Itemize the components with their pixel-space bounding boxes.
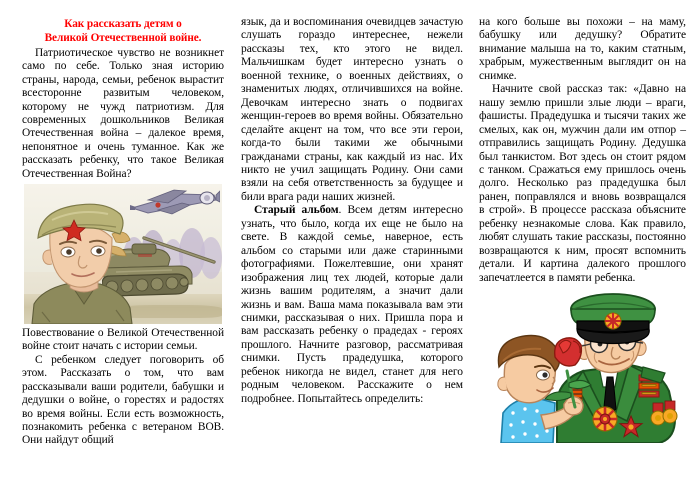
- page-title-line-1: Как рассказать детям о: [64, 18, 182, 30]
- paragraph: Начните свой рассказ так: «Давно на нашу землю пришли злые люди – враги, фашисты. Прадедушка и тысячи таких же смелых, как он, мужчин дали им отпор – отправились защищать Родину. Дедушка был танкистом. Вот здесь он стоит рядом с танком. Сражаться ему пришлось очень долго. Несколько раз прадедушка был ранен, поправлялся и вновь возвращался в строй». В процессе рассказа объясните ребенку незнакомые слова. Как правило, любят слушать такие рассказы, постоянно возвращаются к ним, просят вспомнить детали. И картина далекого прошлого запечатлеется в памяти ребенка.: [479, 83, 686, 284]
- boy-tank-plane-illustration: [24, 184, 222, 324]
- page-title: [22, 0, 224, 47]
- text-column-3: [479, 16, 686, 443]
- veteran-and-boy-drawing: [479, 291, 686, 443]
- page-title-line-2: Великой Отечественной войне.: [44, 31, 202, 44]
- text-column-1: [22, 0, 224, 448]
- section-body-text: . Всем детям интересно узнать, что было, когда их еще не было на свете. В каждой семье, наверное, есть альбом со старыми или даже старинными фотографиями. Пожелтевшие, они хранят изображения лиц тех людей, которые дали жизнь вашим родителям, а значит дали жизнь и вам. Ваша мама показывала вам эти снимки, рассказывая о них. Пришла пора и вам рассказать ребенку о прадедах - героях прошлого. Начните разговор, рассматривая снимки. Пусть прадедушка, которого ребенок никогда не видел, станет для него родным человеком. Расскажите о нем подробнее. Попытайтесь определить:: [241, 204, 463, 405]
- paragraph: язык, да и воспоминания очевидцев зачастую слушать гораздо интереснее, нежели рассказы тех, кто этого не видел. Мальчишкам будет интересно узнать о военной технике, о военных действиях, о знаменитых людях, отличившихся на войне. Девочкам интересно знать о подвигах женщин-героев во время войны. Обязательно сделайте акцент на том, что все эти герои, когда-то были такими же обычными гражданами страны, как каждый из нас. Их никто не учил защищать Родину. Они сами взяли на себя ответственность за будущее и били врага ради наших жизней.: [241, 16, 463, 203]
- paragraph: Патриотическое чувство не возникнет само по себе. Только зная историю страны, народа, семьи, ребенок вырастит всесторонне развитым человеком, которому не чужд патриотизм. Для современных дошкольников Великая Отечественная война – далекое время, непонятное и очень туманное. Как же рассказать ребенку, что такое Великая Отечественная Война?: [22, 47, 224, 180]
- boy-portrait-icon: [24, 194, 142, 324]
- section-lead-label: Старый альбом: [254, 204, 339, 217]
- paragraph: С ребенком следует поговорить об этом. Рассказать о том, что вам рассказывали ваши родители, бабушки и дедушки о войне, о горестях и радостях во время войны. Если есть возможность, познакомить ребенка с ветераном ВОВ. Они найдут общий: [22, 353, 224, 447]
- paragraph: на кого больше вы похожи – на маму, бабушку или дедушку? Обратите внимание малыша на то, каким статным, храбрым, мужественным выглядит он на снимке.: [479, 16, 686, 82]
- text-column-2: [241, 16, 463, 406]
- paragraph-old-album: [241, 204, 463, 406]
- paragraph: Повествование о Великой Отечественной войне стоит начать с истории семьи.: [22, 327, 224, 353]
- veteran-and-boy-illustration: [479, 291, 686, 443]
